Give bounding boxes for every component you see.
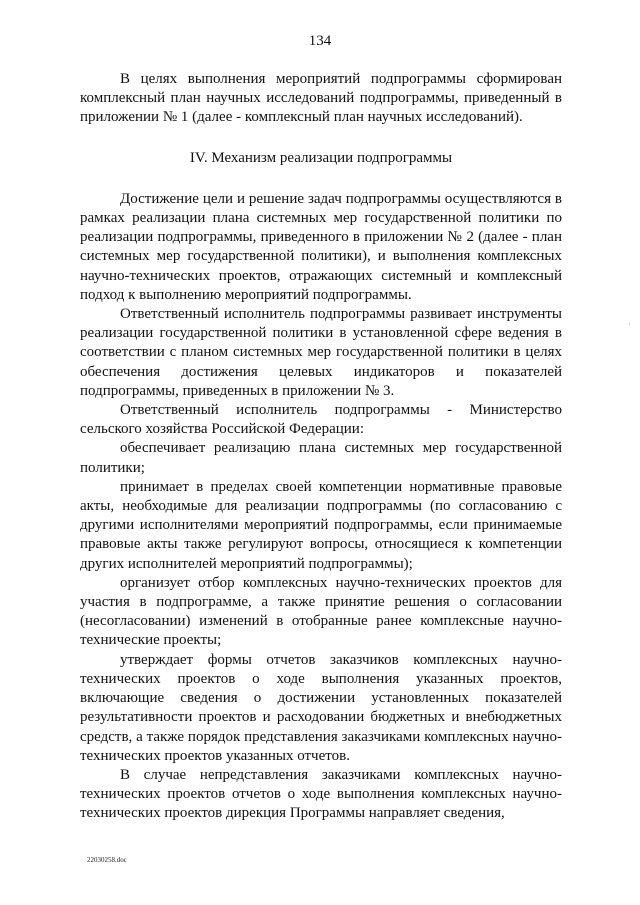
intro-paragraph: В целях выполнения мероприятий подпрограммы сформирован комплексный план научных исследований подпрограммы, приведенный в приложении № 1 (далее - комплексный план научных исследований). — [80, 71, 562, 126]
paragraph-responsible-executor: Ответственный исполнитель подпрограммы - Министерство сельского хозяйства Российской Федерации: — [80, 402, 562, 438]
paragraph-achievement: Достижение цели и решение задач подпрограммы осуществляются в рамках реализации плана системных мер государственной политики по реализации подпрограммы, приведенного в приложении № 2 (далее - план системных мер государственной политики), и выполнения комплексных научно-технических проектов, отражающих системный и комплексный подход к выполнению мероприятий подпрограммы. — [80, 190, 562, 303]
section-heading: IV. Механизм реализации подпрограммы — [189, 149, 453, 166]
document-body — [80, 70, 562, 824]
list-item-ensures: обеспечивает реализацию плана системных мер государственной политики; — [80, 440, 562, 476]
list-item-adopts-acts: принимает в пределах своей компетенции нормативные правовые акты, необходимые для реализации подпрограммы (по согласованию с другими исполнителями мероприятий подпрограммы, если принимаемые правовые акты также регулируют вопросы, относящиеся к компетенции других исполнителей мероприятий подпрограммы); — [80, 478, 562, 572]
paragraph-non-submission: В случае непредставления заказчиками комплексных научно-технических проектов отчетов о ходе выполнения комплексных научно-технических проектов дирекция Программы направляет сведения, — [80, 766, 562, 822]
page-number: 134 — [308, 33, 332, 49]
margin-mark: · — [628, 320, 631, 329]
list-item-organizes-selection: организует отбор комплексных научно-технических проектов для участия в подпрограмме, а также принятие решения о согласовании (несогласовании) изменений в отобранные ранее комплексные научно-технические проекты; — [80, 574, 562, 649]
list-item-approves-forms: утверждает формы отчетов заказчиков комплексных научно-технических проектов о ходе выполнения указанных проектов, включающие сведения о достижении установленных показателей результативности проектов и расходовании бюджетных и внебюджетных средств, а также порядок представления заказчиками комплексных научно-технических проектов указанных отчетов. — [80, 651, 562, 764]
paragraph-instruments: Ответственный исполнитель подпрограммы развивает инструменты реализации государственной политики в установленной сфере ведения в соответствии с планом системных мер государственной политики в целях обеспечения достижения целевых индикаторов и показателей подпрограммы, приведенных в приложении № 3. — [80, 306, 562, 399]
footer-file-code: 22030258.doc — [87, 856, 127, 864]
